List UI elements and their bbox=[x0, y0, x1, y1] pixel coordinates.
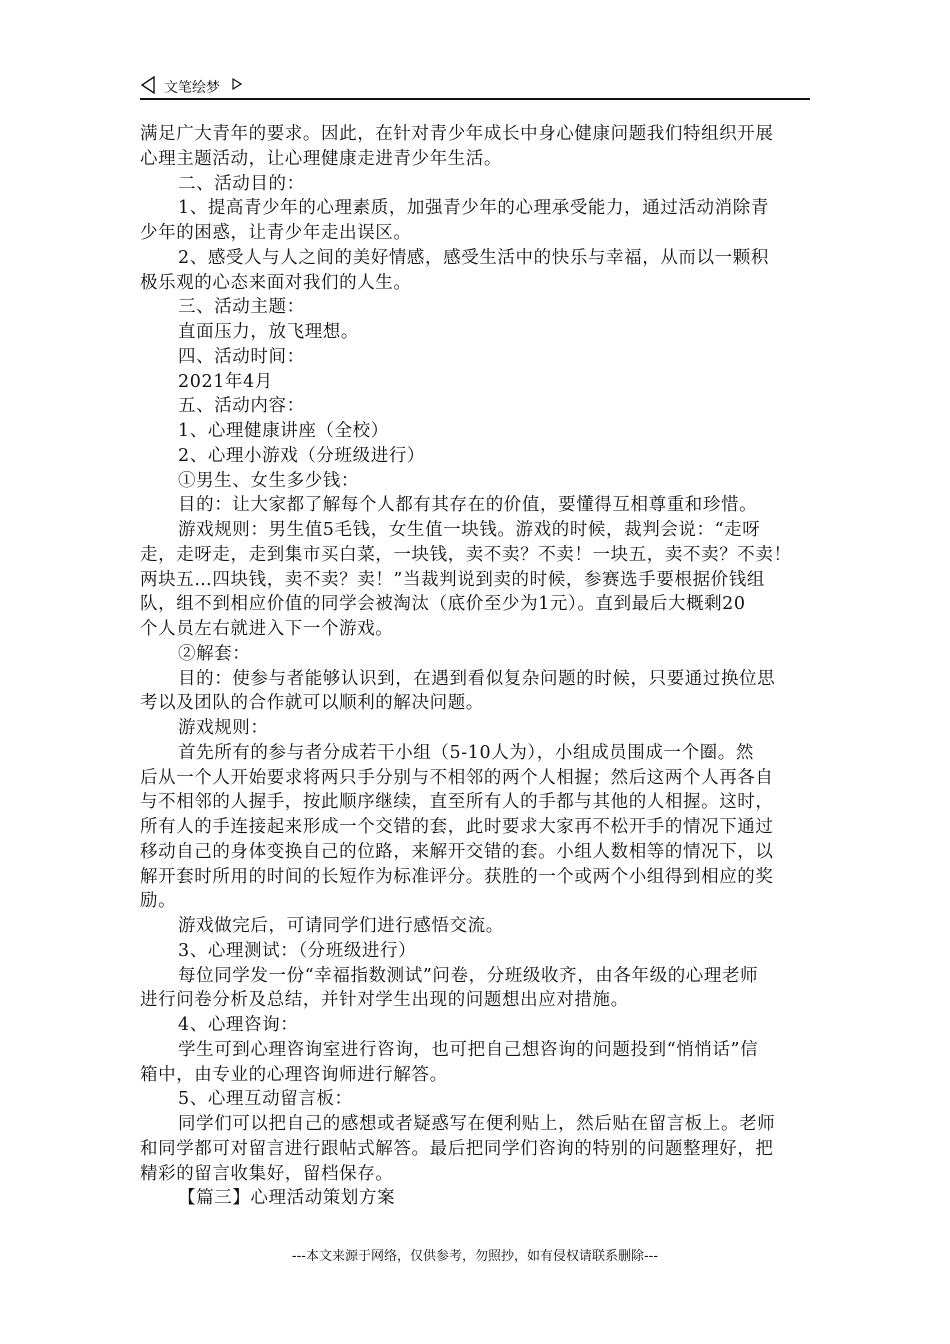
text-line: 【篇三】心理活动策划方案 bbox=[178, 1188, 396, 1209]
header-divider bbox=[140, 98, 810, 100]
text-line: 3、心理测试：（分班级进行） bbox=[178, 940, 417, 961]
text-line: 励。 bbox=[140, 891, 177, 912]
text-line: 极乐观的心态来面对我们的人生。 bbox=[140, 272, 412, 293]
text-line: 后从一个人开始要求将两只手分别与不相邻的两个人相握；然后这两个人再各自 bbox=[140, 767, 774, 788]
text-line: 5、心理互动留言板： bbox=[178, 1089, 353, 1110]
text-line: 游戏规则： bbox=[178, 718, 269, 738]
text-line: 目的：使参与者能够认识到，在遇到看似复杂问题的时候，只要通过换位思 bbox=[178, 668, 776, 689]
text-line: 进行问卷分析及总结，并针对学生出现的问题想出应对措施。 bbox=[140, 990, 629, 1011]
text-line: 游戏做完后，可请同学们进行感悟交流。 bbox=[178, 916, 504, 936]
text-line: 2、感受人与人之间的美好情感，感受生活中的快乐与幸福，从而以一颗积 bbox=[178, 247, 769, 268]
text-line: 箱中，由专业的心理咨询师进行解答。 bbox=[140, 1064, 448, 1085]
text-line: 1、心理健康讲座（全校） bbox=[178, 421, 389, 441]
triangle-left-icon bbox=[140, 76, 156, 94]
text-line: 游戏规则：男生值5毛钱，女生值一块钱。游戏的时候，裁判会说：“走呀 bbox=[178, 520, 761, 540]
text-line: ②解套： bbox=[178, 643, 251, 664]
page-header bbox=[140, 74, 810, 100]
text-line: 移动自己的身体变换自己的位路，来解开交错的套。小组人数相等的情况下，以 bbox=[140, 841, 774, 862]
text-line: 队，组不到相应价值的同学会被淘汰（底价至少为1元）。直到最后大概剩20 bbox=[140, 594, 746, 615]
text-line: 首先所有的参与者分成若干小组（5-10人为），小组成员围成一个圈。然 bbox=[178, 742, 754, 763]
text-line: 三、活动主题： bbox=[178, 297, 305, 318]
text-line: 2021年4月 bbox=[178, 371, 273, 392]
text-line: 满足广大青年的要求。因此，在针对青少年成长中身心健康问题我们特组织开展 bbox=[140, 124, 774, 144]
text-line: 考以及团队的合作就可以顺利的解决问题。 bbox=[140, 693, 484, 714]
text-line: 心理主题活动，让心理健康走进青少年生活。 bbox=[140, 148, 502, 169]
document-body bbox=[140, 122, 810, 1211]
text-line: 目的：让大家都了解每个人都有其存在的价值，要懂得互相尊重和珍惜。 bbox=[178, 495, 758, 516]
text-line: 学生可到心理咨询室进行咨询，也可把自己想咨询的问题投到“悄悄话”信 bbox=[178, 1039, 759, 1060]
text-line: 个人员左右就进入下一个游戏。 bbox=[140, 619, 394, 639]
text-line: 每位同学发一份“幸福指数测试”问卷，分班级收齐，由各年级的心理老师 bbox=[178, 965, 759, 986]
brand-name: 文笔绘梦 bbox=[164, 80, 220, 96]
text-line: 四、活动时间： bbox=[178, 346, 305, 367]
text-line: 1、提高青少年的心理素质，加强青少年的心理承受能力，通过活动消除青 bbox=[178, 198, 769, 219]
text-line: ①男生、女生多少钱： bbox=[178, 470, 359, 491]
text-line: 走，走呀走，走到集市买白菜，一块钱，卖不卖？不卖！一块五，卖不卖？不卖！ bbox=[140, 544, 792, 565]
text-line: 精彩的留言收集好，留档保存。 bbox=[140, 1163, 394, 1184]
text-line: 少年的困惑，让青少年走出误区。 bbox=[140, 223, 412, 243]
text-line: 五、活动内容： bbox=[178, 396, 305, 417]
text-line: 和同学都可对留言进行跟帖式解答。最后把同学们咨询的特别的问题整理好，把 bbox=[140, 1138, 774, 1159]
triangle-right-icon bbox=[232, 78, 242, 90]
text-line: 4、心理咨询： bbox=[178, 1015, 299, 1035]
text-line: 两块五…四块钱，卖不卖？卖！”当裁判说到卖的时候，参赛选手要根据价钱组 bbox=[140, 569, 765, 590]
text-line: 解开套时所用的时间的长短作为标准评分。获胜的一个或两个小组得到相应的奖 bbox=[140, 866, 774, 887]
text-line: 直面压力，放飞理想。 bbox=[178, 322, 359, 342]
text-line: 2、心理小游戏（分班级进行） bbox=[178, 445, 426, 466]
text-line: 所有人的手连接起来形成一个交错的套，此时要求大家再不松开手的情况下通过 bbox=[140, 817, 774, 837]
text-line: 与不相邻的人握手，按此顺序继续，直至所有人的手都与其他的人相握。这时， bbox=[140, 792, 774, 813]
footer-disclaimer: ---本文来源于网络，仅供参考，勿照抄，如有侵权请联系删除--- bbox=[291, 1249, 659, 1264]
text-line: 同学们可以把自己的感想或者疑惑写在便利贴上，然后贴在留言板上。老师 bbox=[178, 1114, 776, 1134]
text-line: 二、活动目的： bbox=[178, 173, 305, 194]
